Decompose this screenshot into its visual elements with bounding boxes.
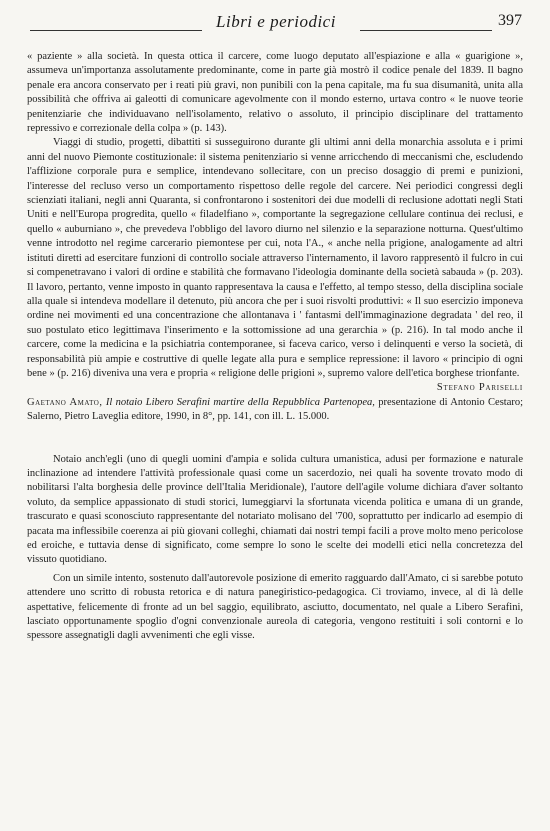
- review-paragraph-1: Notaio anch'egli (uno di quegli uomini d'ampia e solida cultura umanistica, adusi per formazione e naturale inclinazione ad intendere l'attività professionale quasi come un sacerdozio, nei quali ha sovente trovato modo di nobilitarsi l'alta borghesia delle province dell'Italia Meridionale), l'autore dell'agile volume dichiara d'aver soltanto voluto, da semplice appassionato di studi storici, lumeggiarvi la sfortunata vicenda politica e umana di un grande, trascurato e quasi sconosciuto rappresentante del notariato molisano del '700, soprattutto per indicarlo ad esempio di pacata ma inflessibile coerenza ai più giovani colleghi, chiamati dai nostri tempi facili a prove molto meno pericolose ed eroiche, e tuttavia dense di significato, come sempre lo sono le scelte dei modelli etici nella concretezza del vissuto quotidiano.: [27, 453, 523, 566]
- running-header: [30, 10, 522, 36]
- running-title: Libri e periodici: [216, 12, 336, 31]
- page-body: [27, 50, 523, 644]
- book-details: presentazione di Antonio Cestaro; Salerno, Pietro Laveglia editore, 1990, in 8°, pp. 141, con ill. L. 15.000.: [27, 396, 524, 423]
- book-title: Il notaio Libero Serafini martire della Repubblica Partenopea,: [105, 396, 375, 408]
- page-number: 397: [498, 12, 522, 29]
- review-text: [27, 453, 523, 644]
- paragraph-1: « paziente » alla società. In questa ottica il carcere, come luogo deputato all'espiazione e alla « guarigione », assumeva un'importanza assolutamente predominante, come in parte già mostrò il codice penale del 1839. Il bagno penale era ancora conservato per i reati più gravi, non punibili con la pena capitale, ma fu sua disumanità, unita alla possibilità che offriva ai galeotti di comunicare agevolmente con il mondo esterno, urtava contro « le nuove teorie penitenziarie che individuavano nell'isolamento, relativo o assoluto, il principio disciplinare del trattamento repressivo e correzionale della colpa » (p. 143).: [27, 51, 523, 135]
- review-paragraph-2: Con un simile intento, sostenuto dall'autorevole posizione di emerito ragguardo dall'Amato, ci si sarebbe potuto attendere uno scritto di robusta retorica e di natura panegiristico-pedagogica. Ci troviamo, invece, al di là delle aspettative, felicemente di fronte ad un bel saggio, equilibrato, asciutto, documentato, nel quale a Libero Serafini, lasciato opportunamente spoglio d'ogni convenzionale aureola di categoria, vengono restituiti i soli contorni e lo spessore assegnatigli dagli avvenimenti che egli visse.: [27, 572, 523, 642]
- book-author: Gaetano Amato,: [27, 396, 103, 408]
- review-signature: Stefano Pariselli: [436, 382, 523, 394]
- book-reference: [27, 396, 523, 425]
- header-rule-right: [360, 30, 492, 31]
- paragraph-2: Viaggi di studio, progetti, dibattiti si susseguirono durante gli ultimi anni della monarchia assoluta e i primi anni del nuovo Piemonte costituzionale: il sistema penitenziario si venne arricchendo di meccanismi che, escludendo l'afflizione corporale pura e semplice, intendevano sollecitare, con un preciso dosaggio di premi e punizioni, l'interesse del recluso verso un comportamento rispettoso delle regole del carcere. Nei periodici congressi degli scienziati italiani, negli anni Quaranta, si confrontarono i sostenitori dei due modelli di reclusione adottati negli Stati Uniti e nell'Europa progredita, quello « filadelfiano », comportante la segregazione cellulare continua dei reclusi, e quello « auburniano », che prevedeva l'obbligo del lavoro diurno nel silenzio e la separazione notturna. Quest'ultimo venne introdotto nel regime carcerario piemontese per cui, nota l'A., « anche nella prigione, analogamente ad altri istituti diretti ad esercitare funzioni di controllo sociale attraverso l'internamento, il lavoro rappresentò il fulcro in cui si compenetravano i valori di ordine e stabilità che formavano l'ideologia dominante della società sabauda » (p. 203). Il lavoro, pertanto, venne imposto in quanto rappresentava la causa e l'effetto, al tempo stesso, della disciplina sociale alla quale si intendeva modellare il detenuto, più ancora che per i suoi risvolti produttivi: « Il suo esercizio imponeva ordine nei movimenti ed una concentrazione che allontanava i ' fantasmi dell'immaginazione degradata ' del reo, il suo postulato etico legittimava l'inserimento e la sottomissione ad una gerarchia » (p. 216). In tal modo anche il carcere, come la medicina e la psichiatria contemporanee, si faceva carico, verso i delinquenti e verso la società, di responsabilità più ampie e costruttive di quelle legate alla pura e semplice repressione: il lavoro « principio di ogni bene » (p. 216) diveniva una vera e propria « religione delle prigioni », supremo valore dell'etica borghese trionfante.: [27, 137, 523, 379]
